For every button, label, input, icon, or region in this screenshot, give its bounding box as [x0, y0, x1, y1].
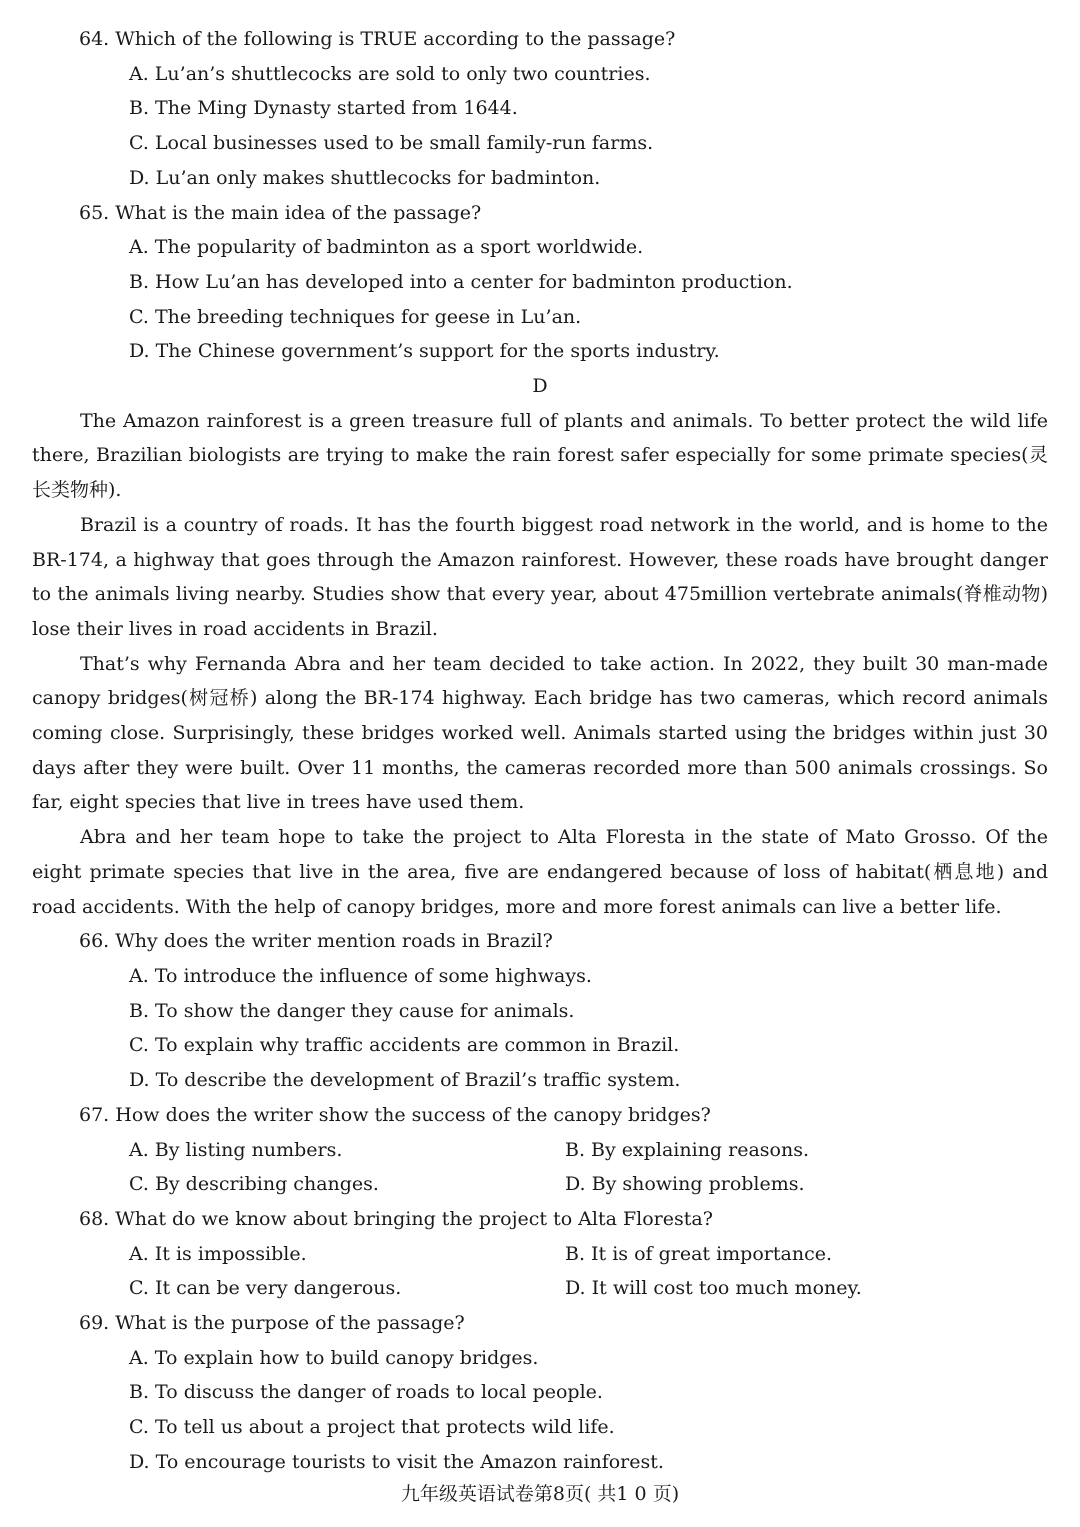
- option-b: B. It is of great importance.: [565, 1242, 832, 1265]
- passage-paragraph: The Amazon rainforest is a green treasure full of plants and animals. To better protect the wild life there, Brazilian biologists are trying to make the rain forest safer especially for some primate species(灵长类物种).: [32, 409, 1048, 502]
- question-68: [32, 1202, 1048, 1306]
- option-a: A. It is impossible.: [129, 1242, 307, 1265]
- option-b: B. The Ming Dynasty started from 1644.: [129, 97, 518, 120]
- option-d: D. Lu’an only makes shuttlecocks for badminton.: [129, 166, 601, 189]
- section-heading-d: D: [532, 375, 548, 398]
- reading-passage-d: [32, 404, 1048, 925]
- options-row-2: [32, 1167, 1048, 1202]
- question-stem: 64. Which of the following is TRUE according to the passage?: [79, 28, 676, 50]
- option-a: A. Lu’an’s shuttlecocks are sold to only two countries.: [129, 62, 651, 85]
- option-c: C. It can be very dangerous.: [129, 1277, 402, 1300]
- passage-paragraph: Brazil is a country of roads. It has the fourth biggest road network in the world, and is home to the BR-174, a highway that goes through the Amazon rainforest. However, these roads have brought danger to the animals living nearby. Studies show that every year, about 475million vertebrate animals(脊椎动物) lose their lives in road accidents in Brazil.: [32, 513, 1048, 640]
- passage-paragraph: That’s why Fernanda Abra and her team decided to take action. In 2022, they built 30 man-made canopy bridges(树冠桥) along the BR-174 highway. Each bridge has two cameras, which record animals coming close. Surprisingly, these bridges worked well. Animals started using the bridges within just 30 days after they were built. Over 11 months, the cameras recorded more than 500 animals crossings. So far, eight species that live in trees have used them.: [32, 652, 1048, 814]
- option-a: A. To explain how to build canopy bridges.: [129, 1346, 539, 1369]
- option-d: D. By showing problems.: [565, 1173, 805, 1196]
- option-a: A. To introduce the influence of some highways.: [129, 964, 592, 987]
- options-row-2: [32, 1271, 1048, 1306]
- passage-paragraph: Abra and her team hope to take the project to Alta Floresta in the state of Mato Grosso. Of the eight primate species that live in the area, five are endangered because of loss of habitat(栖息地) and road accidents. With the help of canopy bridges, more and more forest animals can live a better life.: [32, 826, 1048, 918]
- page-footer: 九年级英语试卷第8页( 共1 0 页): [400, 1483, 680, 1505]
- option-c: C. By describing changes.: [129, 1173, 379, 1196]
- option-c: C. To tell us about a project that protects wild life.: [129, 1416, 615, 1439]
- options-row-1: [32, 1237, 1048, 1272]
- question-65: [32, 196, 1048, 370]
- option-c: C. Local businesses used to be small family-run farms.: [129, 132, 654, 155]
- option-b: B. How Lu’an has developed into a center for badminton production.: [129, 270, 793, 293]
- question-stem: 66. Why does the writer mention roads in Brazil?: [79, 930, 553, 953]
- option-d: D. To describe the development of Brazil’s traffic system.: [129, 1069, 681, 1092]
- question-69: [32, 1306, 1048, 1480]
- option-b: B. To discuss the danger of roads to local people.: [129, 1381, 603, 1404]
- question-stem: 69. What is the purpose of the passage?: [79, 1312, 465, 1335]
- option-a: A. By listing numbers.: [129, 1138, 343, 1161]
- question-stem: 67. How does the writer show the success of the canopy bridges?: [79, 1103, 711, 1126]
- question-66: [32, 924, 1048, 1098]
- question-64: [32, 22, 1048, 196]
- option-c: C. To explain why traffic accidents are common in Brazil.: [129, 1034, 680, 1057]
- question-stem: 68. What do we know about bringing the project to Alta Floresta?: [79, 1207, 713, 1230]
- options-row-1: [32, 1133, 1048, 1168]
- option-b: B. To show the danger they cause for animals.: [129, 999, 575, 1022]
- option-c: C. The breeding techniques for geese in Lu’an.: [129, 305, 582, 328]
- option-d: D. It will cost too much money.: [565, 1277, 862, 1300]
- question-stem: 65. What is the main idea of the passage?: [79, 201, 482, 224]
- option-a: A. The popularity of badminton as a sport worldwide.: [129, 236, 644, 259]
- option-b: B. By explaining reasons.: [565, 1138, 810, 1161]
- option-d: D. To encourage tourists to visit the Amazon rainforest.: [129, 1450, 664, 1473]
- question-67: [32, 1098, 1048, 1202]
- option-d: D. The Chinese government’s support for the sports industry.: [129, 340, 720, 363]
